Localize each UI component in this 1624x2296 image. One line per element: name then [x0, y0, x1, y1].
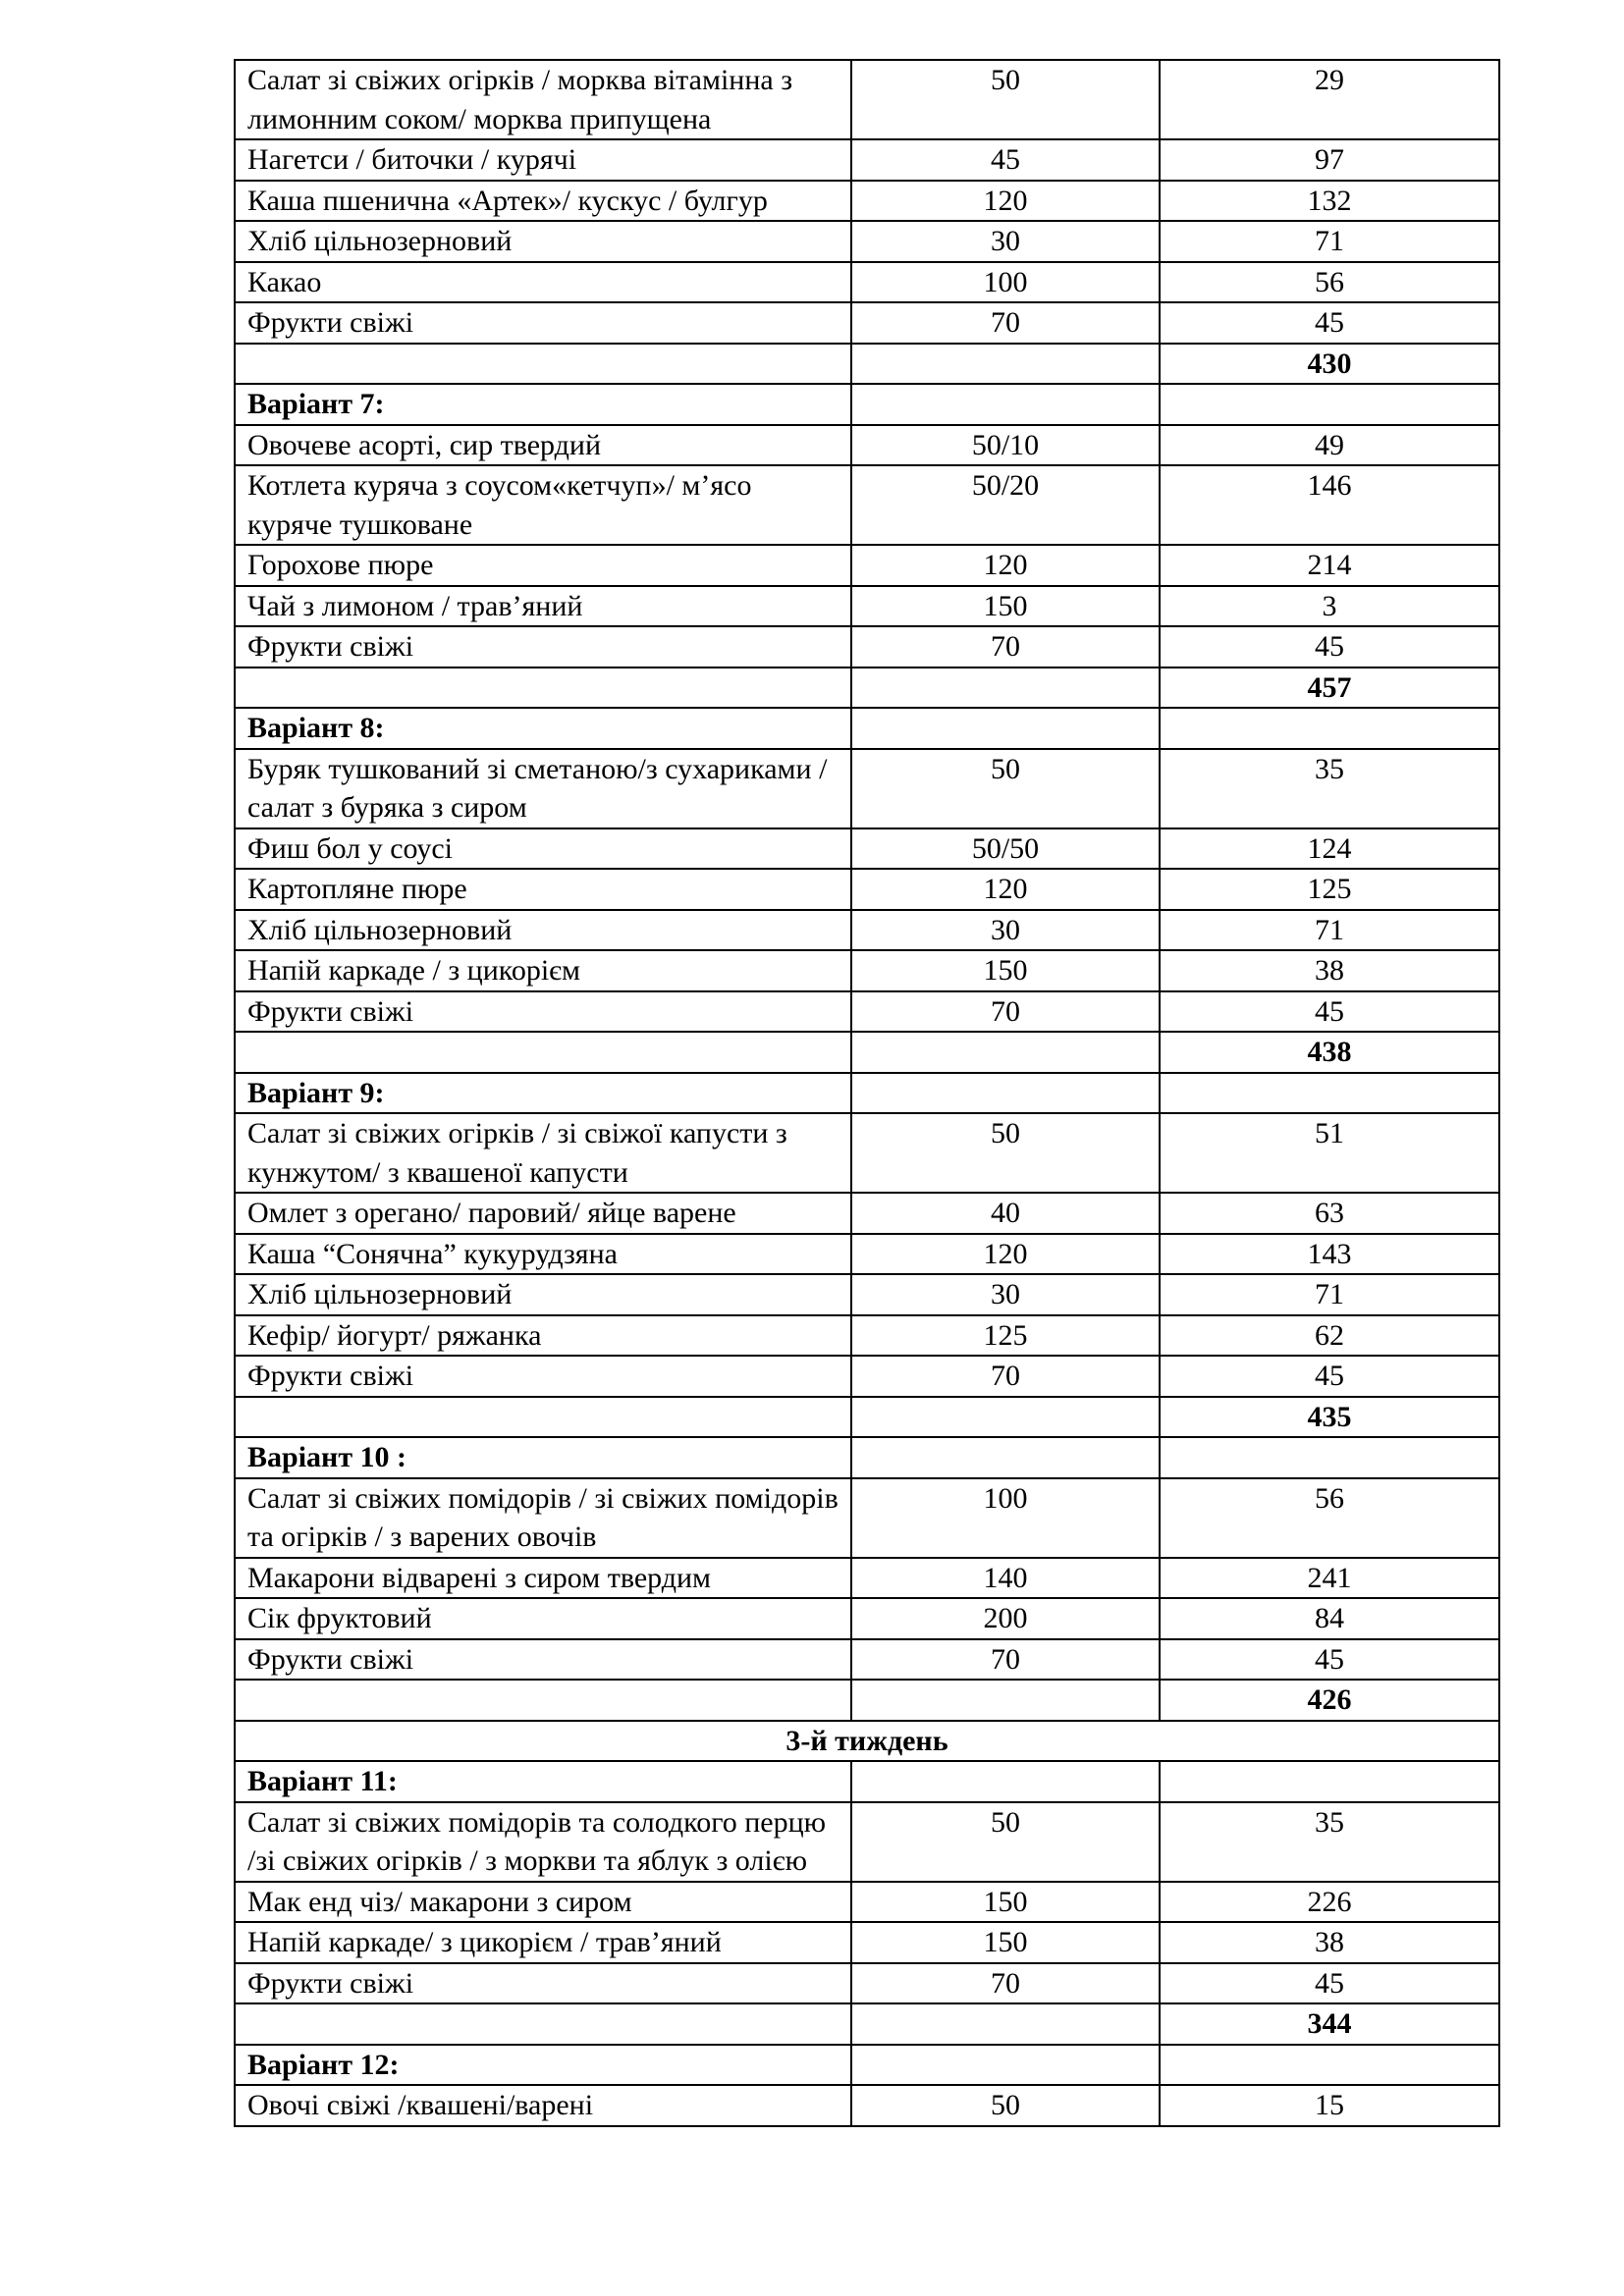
empty-cell — [235, 667, 851, 709]
table-row — [235, 1315, 1499, 1357]
dish-name-cell: Чай з лимоном / трав’яний — [235, 586, 851, 627]
calories-cell: 45 — [1160, 626, 1499, 667]
table-row — [235, 425, 1499, 466]
variant-header-row — [235, 1073, 1499, 1114]
dish-name-cell: Фрукти свіжі — [235, 302, 851, 344]
empty-cell — [1160, 384, 1499, 425]
dish-name-cell: Кефір/ йогурт/ ряжанка — [235, 1315, 851, 1357]
empty-cell — [851, 1680, 1160, 1721]
portion-weight-cell: 120 — [851, 545, 1160, 586]
dish-name-cell: Хліб цільнозерновий — [235, 910, 851, 951]
portion-weight-cell: 150 — [851, 1882, 1160, 1923]
empty-cell — [1160, 1437, 1499, 1478]
empty-cell — [1160, 1761, 1499, 1802]
empty-cell — [851, 1437, 1160, 1478]
variant-header-row — [235, 2045, 1499, 2086]
table-row — [235, 626, 1499, 667]
table-row — [235, 1963, 1499, 2004]
portion-weight-cell: 40 — [851, 1193, 1160, 1234]
calories-cell: 143 — [1160, 1234, 1499, 1275]
portion-weight-cell: 150 — [851, 950, 1160, 991]
table-row — [235, 1356, 1499, 1397]
calories-cell: 124 — [1160, 828, 1499, 870]
portion-weight-cell: 30 — [851, 910, 1160, 951]
variant-header-row — [235, 708, 1499, 749]
calories-cell: 71 — [1160, 910, 1499, 951]
calories-cell: 35 — [1160, 1802, 1499, 1882]
dish-name-cell: Овочі свіжі /квашені/варені — [235, 2085, 851, 2126]
dish-name-cell: Буряк тушкований зі сметаною/з сухариками /салат з буряка з сиром — [235, 749, 851, 828]
calories-cell: 29 — [1160, 60, 1499, 139]
portion-weight-cell: 120 — [851, 1234, 1160, 1275]
calories-cell: 71 — [1160, 1274, 1499, 1315]
table-row — [235, 749, 1499, 828]
dish-name-cell: Фрукти свіжі — [235, 1639, 851, 1681]
dish-name-cell: Салат зі свіжих помідорів / зі свіжих помідорів та огірків / з варених овочів — [235, 1478, 851, 1558]
table-row — [235, 1558, 1499, 1599]
table-row — [235, 910, 1499, 951]
menu-table — [234, 59, 1500, 2127]
calories-cell: 97 — [1160, 139, 1499, 181]
variant-label-cell: Варіант 10 : — [235, 1437, 851, 1478]
empty-cell — [851, 384, 1160, 425]
dish-name-cell: Хліб цільнозерновий — [235, 221, 851, 262]
table-row — [235, 869, 1499, 910]
portion-weight-cell: 50/50 — [851, 828, 1160, 870]
total-calories-cell: 457 — [1160, 667, 1499, 709]
table-row — [235, 60, 1499, 139]
table-row — [235, 139, 1499, 181]
table-row — [235, 950, 1499, 991]
dish-name-cell: Салат зі свіжих огірків / зі свіжої капусти з кунжутом/ з квашеної капусти — [235, 1113, 851, 1193]
variant-label-cell: Варіант 8: — [235, 708, 851, 749]
table-row — [235, 1802, 1499, 1882]
table-row — [235, 2085, 1499, 2126]
table-row — [235, 1598, 1499, 1639]
calories-cell: 56 — [1160, 1478, 1499, 1558]
portion-weight-cell: 120 — [851, 181, 1160, 222]
variant-label-cell: Варіант 11: — [235, 1761, 851, 1802]
table-row — [235, 991, 1499, 1033]
table-row — [235, 586, 1499, 627]
dish-name-cell: Фрукти свіжі — [235, 1963, 851, 2004]
portion-weight-cell: 70 — [851, 1639, 1160, 1681]
table-row — [235, 828, 1499, 870]
total-row — [235, 1397, 1499, 1438]
table-row — [235, 1113, 1499, 1193]
total-calories-cell: 430 — [1160, 344, 1499, 385]
calories-cell: 125 — [1160, 869, 1499, 910]
dish-name-cell: Фрукти свіжі — [235, 626, 851, 667]
dish-name-cell: Нагетси / биточки / курячі — [235, 139, 851, 181]
portion-weight-cell: 70 — [851, 302, 1160, 344]
portion-weight-cell: 100 — [851, 262, 1160, 303]
dish-name-cell: Мак енд чіз/ макарони з сиром — [235, 1882, 851, 1923]
variant-label-cell: Варіант 7: — [235, 384, 851, 425]
dish-name-cell: Фрукти свіжі — [235, 991, 851, 1033]
dish-name-cell: Салат зі свіжих огірків / морква вітамінна з лимонним соком/ морква припущена — [235, 60, 851, 139]
empty-cell — [235, 344, 851, 385]
empty-cell — [1160, 708, 1499, 749]
calories-cell: 71 — [1160, 221, 1499, 262]
table-row — [235, 1234, 1499, 1275]
portion-weight-cell: 45 — [851, 139, 1160, 181]
portion-weight-cell: 125 — [851, 1315, 1160, 1357]
portion-weight-cell: 50 — [851, 1113, 1160, 1193]
empty-cell — [851, 667, 1160, 709]
empty-cell — [1160, 1073, 1499, 1114]
portion-weight-cell: 120 — [851, 869, 1160, 910]
calories-cell: 35 — [1160, 749, 1499, 828]
dish-name-cell: Овочеве асорті, сир твердий — [235, 425, 851, 466]
portion-weight-cell: 50/20 — [851, 465, 1160, 545]
dish-name-cell: Какао — [235, 262, 851, 303]
total-calories-cell: 426 — [1160, 1680, 1499, 1721]
table-row — [235, 181, 1499, 222]
variant-label-cell: Варіант 9: — [235, 1073, 851, 1114]
empty-cell — [851, 2003, 1160, 2045]
dish-name-cell: Горохове пюре — [235, 545, 851, 586]
empty-cell — [235, 1680, 851, 1721]
table-row — [235, 1478, 1499, 1558]
calories-cell: 63 — [1160, 1193, 1499, 1234]
calories-cell: 49 — [1160, 425, 1499, 466]
variant-header-row — [235, 384, 1499, 425]
empty-cell — [851, 1761, 1160, 1802]
calories-cell: 62 — [1160, 1315, 1499, 1357]
total-calories-cell: 438 — [1160, 1032, 1499, 1073]
variant-header-row — [235, 1761, 1499, 1802]
portion-weight-cell: 70 — [851, 991, 1160, 1033]
portion-weight-cell: 50 — [851, 60, 1160, 139]
table-row — [235, 221, 1499, 262]
portion-weight-cell: 140 — [851, 1558, 1160, 1599]
empty-cell — [235, 2003, 851, 2045]
empty-cell — [851, 1073, 1160, 1114]
dish-name-cell: Каша “Сонячна” кукурудзяна — [235, 1234, 851, 1275]
dish-name-cell: Напій каркаде/ з цикорієм / трав’яний — [235, 1922, 851, 1963]
empty-cell — [851, 2045, 1160, 2086]
calories-cell: 45 — [1160, 991, 1499, 1033]
empty-cell — [235, 1032, 851, 1073]
portion-weight-cell: 30 — [851, 1274, 1160, 1315]
total-row — [235, 2003, 1499, 2045]
empty-cell — [851, 1397, 1160, 1438]
calories-cell: 45 — [1160, 1963, 1499, 2004]
empty-cell — [851, 344, 1160, 385]
total-row — [235, 1032, 1499, 1073]
calories-cell: 84 — [1160, 1598, 1499, 1639]
portion-weight-cell: 150 — [851, 1922, 1160, 1963]
empty-cell — [851, 708, 1160, 749]
empty-cell — [1160, 2045, 1499, 2086]
portion-weight-cell: 30 — [851, 221, 1160, 262]
table-row — [235, 1882, 1499, 1923]
calories-cell: 146 — [1160, 465, 1499, 545]
empty-cell — [851, 1032, 1160, 1073]
portion-weight-cell: 50 — [851, 749, 1160, 828]
table-row — [235, 302, 1499, 344]
dish-name-cell: Салат зі свіжих помідорів та солодкого перцю /зі свіжих огірків / з моркви та яблук з олією — [235, 1802, 851, 1882]
total-row — [235, 344, 1499, 385]
portion-weight-cell: 70 — [851, 626, 1160, 667]
dish-name-cell: Сік фруктовий — [235, 1598, 851, 1639]
dish-name-cell: Фиш бол у соусі — [235, 828, 851, 870]
portion-weight-cell: 70 — [851, 1356, 1160, 1397]
dish-name-cell: Фрукти свіжі — [235, 1356, 851, 1397]
week-label-cell: 3-й тиждень — [235, 1721, 1499, 1762]
portion-weight-cell: 50 — [851, 2085, 1160, 2126]
table-row — [235, 465, 1499, 545]
calories-cell: 132 — [1160, 181, 1499, 222]
portion-weight-cell: 200 — [851, 1598, 1160, 1639]
calories-cell: 51 — [1160, 1113, 1499, 1193]
table-row — [235, 1639, 1499, 1681]
dish-name-cell: Напій каркаде / з цикорієм — [235, 950, 851, 991]
calories-cell: 15 — [1160, 2085, 1499, 2126]
table-row — [235, 545, 1499, 586]
week-header-row — [235, 1721, 1499, 1762]
table-row — [235, 1922, 1499, 1963]
calories-cell: 45 — [1160, 302, 1499, 344]
calories-cell: 3 — [1160, 586, 1499, 627]
portion-weight-cell: 50 — [851, 1802, 1160, 1882]
variant-label-cell: Варіант 12: — [235, 2045, 851, 2086]
total-calories-cell: 435 — [1160, 1397, 1499, 1438]
calories-cell: 45 — [1160, 1639, 1499, 1681]
empty-cell — [235, 1397, 851, 1438]
portion-weight-cell: 100 — [851, 1478, 1160, 1558]
portion-weight-cell: 70 — [851, 1963, 1160, 2004]
calories-cell: 214 — [1160, 545, 1499, 586]
portion-weight-cell: 50/10 — [851, 425, 1160, 466]
table-row — [235, 1274, 1499, 1315]
portion-weight-cell: 150 — [851, 586, 1160, 627]
calories-cell: 38 — [1160, 950, 1499, 991]
calories-cell: 45 — [1160, 1356, 1499, 1397]
dish-name-cell: Каша пшенична «Артек»/ кускус / булгур — [235, 181, 851, 222]
calories-cell: 38 — [1160, 1922, 1499, 1963]
total-calories-cell: 344 — [1160, 2003, 1499, 2045]
dish-name-cell: Хліб цільнозерновий — [235, 1274, 851, 1315]
dish-name-cell: Макарони відварені з сиром твердим — [235, 1558, 851, 1599]
menu-table-body — [235, 60, 1499, 2126]
table-row — [235, 1193, 1499, 1234]
dish-name-cell: Котлета куряча з соусом«кетчуп»/ м’ясо куряче тушковане — [235, 465, 851, 545]
calories-cell: 56 — [1160, 262, 1499, 303]
variant-header-row — [235, 1437, 1499, 1478]
table-row — [235, 262, 1499, 303]
total-row — [235, 667, 1499, 709]
calories-cell: 241 — [1160, 1558, 1499, 1599]
dish-name-cell: Картопляне пюре — [235, 869, 851, 910]
dish-name-cell: Омлет з орегано/ паровий/ яйце варене — [235, 1193, 851, 1234]
calories-cell: 226 — [1160, 1882, 1499, 1923]
total-row — [235, 1680, 1499, 1721]
